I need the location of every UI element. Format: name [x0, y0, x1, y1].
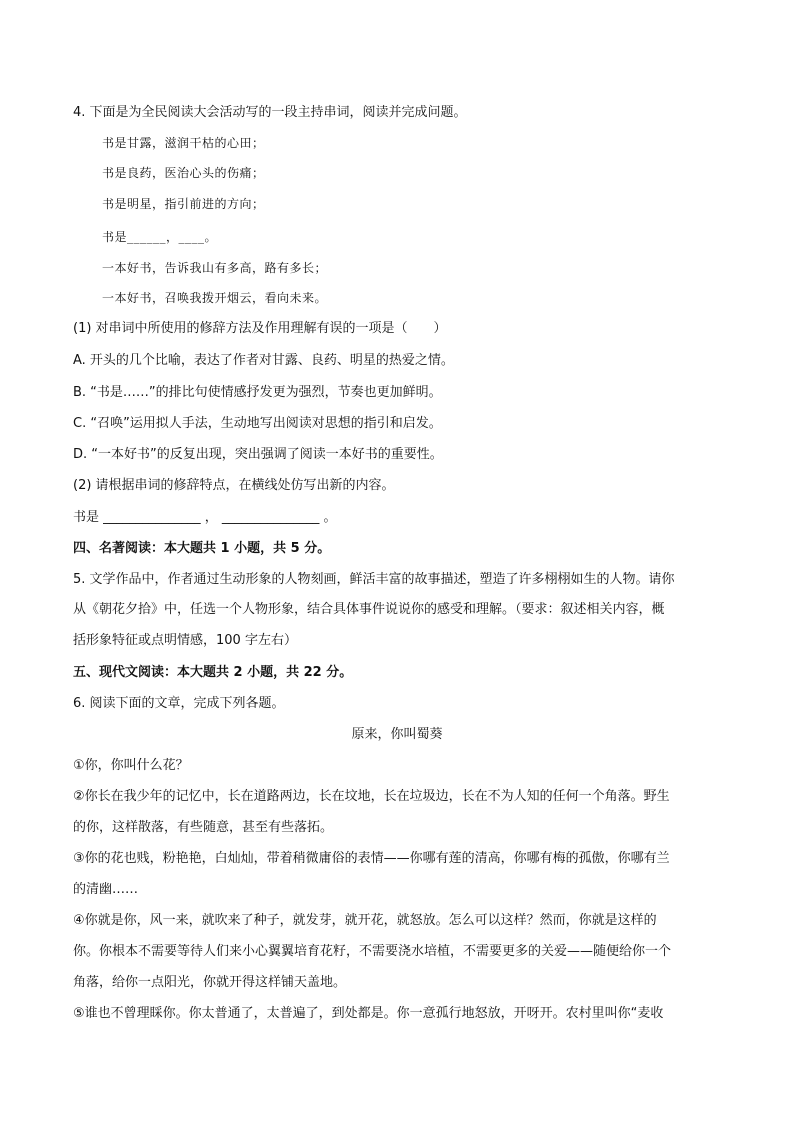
article-paragraph-5-line-1: ⑤谁也不曾理睬你。你太普通了，太普遍了，到处都是。你一意孤行地怒放，开呀开。农村里叫你“麦收 [73, 1006, 664, 1021]
article-title: 原来，你叫蜀葵 [351, 727, 443, 742]
poem-line-5: 一本好书，告诉我山有多高，路有多长； [102, 261, 328, 275]
article-paragraph-4-line-1: ④你就是你，风一来，就吹来了种子，就发芽，就开花，就怒放。怎么可以这样？然而，你就是这样的 [73, 913, 657, 928]
question-4-sub2: (2) 请根据串词的修辞特点，在横线处仿写出新的内容。 [73, 478, 395, 493]
option-b: B. “书是……”的排比句使情感抒发更为强烈，节奏也更加鲜明。 [73, 385, 442, 400]
article-paragraph-1: ①你，你叫什么花？ [73, 758, 189, 773]
option-d: D. “一本好书”的反复出现，突出强调了阅读一本好书的重要性。 [73, 447, 443, 462]
question-4-stem: 4. 下面是为全民阅读大会活动写的一段主持串词，阅读并完成问题。 [73, 105, 467, 120]
article-paragraph-2-line-1: ②你长在我少年的记忆中，长在道路两边，长在坟地，长在垃圾边，长在不为人知的任何一个角落。野生 [73, 789, 670, 804]
question-6-stem: 6. 阅读下面的文章，完成下列各题。 [73, 696, 285, 711]
article-paragraph-3-line-2: 的清幽…… [73, 882, 139, 897]
article-paragraph-4-line-3: 角落，给你一点阳光，你就开得这样铺天盖地。 [73, 975, 347, 990]
section-4-heading: 四、名著阅读：本大题共 1 小题，共 5 分。 [73, 541, 331, 556]
poem-line-1: 书是甘露，滋润干枯的心田； [102, 136, 265, 150]
poem-line-2: 书是良药，医治心头的伤痛； [102, 166, 265, 180]
answer-blank-line: 书是 _______________ ， _______________ 。 [73, 510, 337, 525]
section-5-heading: 五、现代文阅读：本大题共 2 小题，共 22 分。 [73, 665, 353, 680]
question-5-line-1: 5. 文学作品中，作者通过生动形象的人物刻画，鲜活丰富的故事描述，塑造了许多栩栩如生的人物。请你 [73, 572, 675, 587]
poem-line-3: 书是明星，指引前进的方向； [102, 197, 265, 211]
option-c: C. “召唤”运用拟人手法，生动地写出阅读对思想的指引和启发。 [73, 416, 442, 431]
poem-line-4-blank: 书是______，____。 [102, 230, 218, 244]
article-paragraph-2-line-2: 的你，这样散落，有些随意，甚至有些落拓。 [73, 820, 334, 835]
poem-line-6: 一本好书，召唤我拨开烟云，看向未来。 [102, 291, 328, 305]
question-5-line-2: 从《朝花夕拾》中，任选一个人物形象，结合具体事件说说你的感受和理解。（要求：叙述相关内容，概 [73, 602, 665, 617]
article-paragraph-3-line-1: ③你的花也贱，粉艳艳，白灿灿，带着稍微庸俗的表情——你哪有莲的清高，你哪有梅的孤傲，你哪有兰 [73, 851, 670, 866]
option-a: A. 开头的几个比喻，表达了作者对甘露、良药、明星的热爱之情。 [73, 353, 454, 368]
question-4-sub1: (1) 对串词中所使用的修辞方法及作用理解有误的一项是（ ） [73, 321, 447, 336]
question-5-line-3: 括形象特征或点明情感，100 字左右） [73, 633, 297, 648]
article-paragraph-4-line-2: 你。你根本不需要等待人们来小心翼翼培育花籽，不需要浇水培植，不需要更多的关爱——随便给你一个 [73, 944, 672, 959]
